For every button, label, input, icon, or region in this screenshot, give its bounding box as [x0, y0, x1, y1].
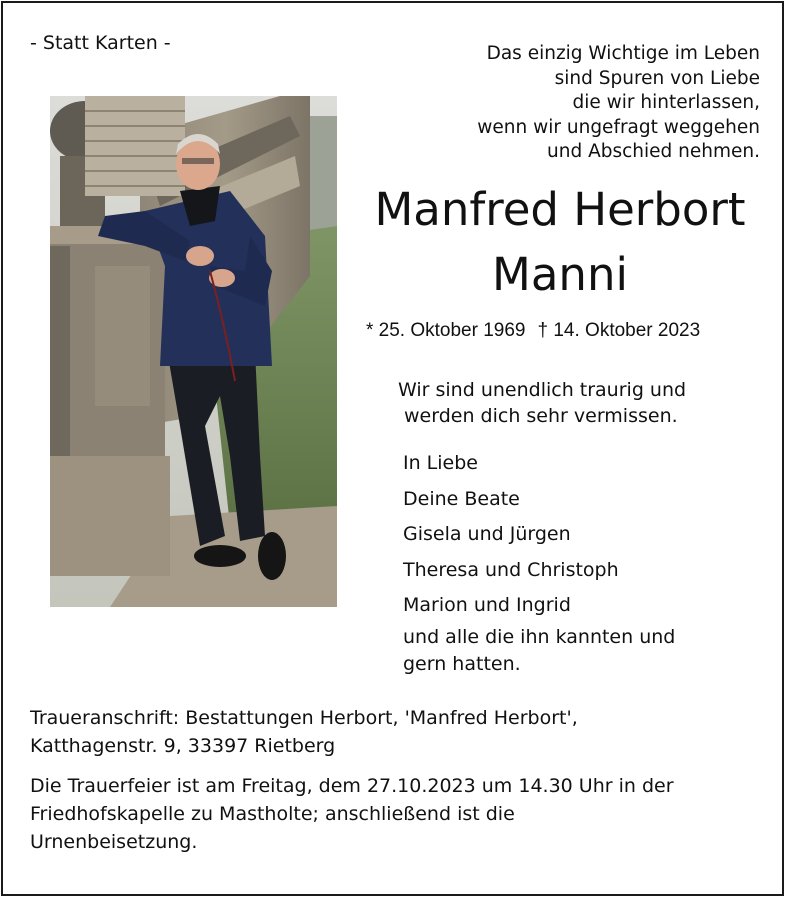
ceremony-line: Friedhofskapelle zu Mastholte; anschließend ist die	[30, 803, 515, 825]
closing-text	[403, 624, 675, 678]
signer-line: Theresa und Christoph	[403, 558, 619, 581]
portrait-photo	[50, 96, 337, 607]
sorrow-line: werden dich sehr vermissen.	[404, 405, 678, 427]
closing-line: und alle die ihn kannten und	[403, 626, 676, 648]
signers-list	[403, 446, 619, 624]
quote-line: wenn wir ungefragt weggehen	[477, 116, 760, 138]
signer-line: Deine Beate	[403, 487, 520, 510]
quote-line: und Abschied nehmen.	[547, 141, 760, 163]
portrait-photo-drawing	[50, 96, 337, 607]
sorrow-text	[398, 377, 686, 429]
signer-line: Gisela und Jürgen	[403, 523, 571, 545]
ceremony-line: Die Trauerfeier ist am Freitag, dem 27.10.2023 um 14.30 Uhr in der	[30, 775, 674, 797]
deceased-name: Manfred Herbort	[374, 183, 746, 236]
signer-line: In Liebe	[403, 452, 478, 474]
statt-karten-note: - Statt Karten -	[30, 32, 171, 54]
sorrow-line: Wir sind unendlich traurig und	[398, 379, 687, 401]
deceased-nickname: Manni	[492, 248, 628, 301]
quote-line: Das einzig Wichtige im Leben	[486, 43, 760, 64]
quote-line: sind Spuren von Liebe	[554, 67, 760, 89]
mourning-address	[30, 704, 578, 760]
memorial-quote	[477, 42, 760, 165]
life-dates	[366, 320, 700, 342]
quote-line: die wir hinterlassen,	[572, 92, 760, 114]
ceremony-line: Urnenbeisetzung.	[30, 831, 198, 853]
birth-date: * 25. Oktober 1969	[366, 320, 526, 341]
signer-line: Marion und Ingrid	[403, 594, 571, 616]
address-line: Traueranschrift: Bestattungen Herbort, 'Manfred Herbort',	[30, 707, 578, 729]
ceremony-info	[30, 772, 674, 856]
address-line: Katthagenstr. 9, 33397 Rietberg	[30, 735, 336, 757]
closing-line: gern hatten.	[403, 653, 521, 675]
death-date: † 14. Oktober 2023	[537, 320, 701, 341]
